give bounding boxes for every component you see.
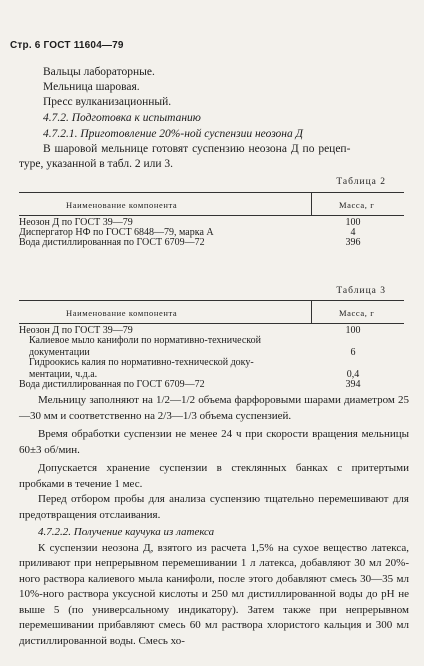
intro-line: туре, указанной в табл. 2 или 3. [19, 158, 174, 170]
component-name: Гидроокись калия по нормативно-технической доку- ментации, ч.д.а. [29, 357, 254, 380]
component-name: Вода дистиллированная по ГОСТ 6709—72 [19, 379, 205, 390]
component-mass: 100 [345, 217, 361, 228]
table-rule [19, 323, 404, 324]
component-mass: 396 [345, 237, 361, 248]
table-3-col-mass: Масса, г [339, 308, 375, 318]
component-mass: 6 [350, 347, 356, 358]
component-name: Неозон Д по ГОСТ 39—79 [19, 325, 133, 336]
section-heading: 4.7.2. Подготовка к испытанию [43, 112, 201, 124]
table-rule [19, 215, 404, 216]
table-3-col-name: Наименование компонента [66, 308, 178, 318]
component-mass: 0,4 [346, 369, 360, 380]
equipment-item: Мельница шаровая. [43, 81, 140, 93]
component-mass: 100 [345, 325, 361, 336]
intro-line: В шаровой мельнице готовят суспензию неозона Д по рецеп- [43, 143, 351, 155]
section-heading: 4.7.2.1. Приготовление 20%-ной суспензии неозона Д [43, 128, 303, 140]
component-name: Вода дистиллированная по ГОСТ 6709—72 [19, 237, 205, 248]
equipment-item: Вальцы лабораторные. [43, 66, 155, 78]
component-mass: 4 [350, 227, 356, 238]
page-header: Стр. 6 ГОСТ 11604—79 [10, 40, 124, 51]
paragraph: Перед отбором пробы для анализа суспензию тщательно перемешивают для предотвращения отслаивания. [19, 493, 409, 521]
table-rule [19, 300, 404, 301]
equipment-item: Пресс вулканизационный. [43, 96, 172, 108]
table-2-col-mass: Масса, г [339, 200, 375, 210]
section-heading: 4.7.2.2. Получение каучука из латекса [38, 526, 215, 538]
table-divider [311, 192, 312, 215]
paragraph: Допускается хранение суспензии в стеклянных банках с притертыми пробками в течение 1 мес. [19, 462, 409, 490]
paragraph: Мельницу заполняют на 1/2—1/2 объема фарфоровыми шарами диаметром 25—30 мм и соответственно на 2/3—1/3 объема суспензией. [19, 394, 409, 422]
component-name: Калиевое мыло канифоли по нормативно-технической документации [29, 335, 261, 358]
body-text [19, 393, 409, 649]
table-rule [19, 192, 404, 193]
paragraph: Время обработки суспензии не менее 24 ч при скорости вращения мельницы 60±3 об/мин. [19, 428, 409, 456]
component-mass: 394 [345, 379, 361, 390]
component-name: Неозон Д по ГОСТ 39—79 [19, 217, 133, 228]
table-2-col-name: Наименование компонента [66, 200, 178, 210]
component-name: Диспергатор НФ по ГОСТ 6848—79, марка А [19, 227, 214, 238]
table-3 [19, 300, 404, 390]
table-divider [311, 300, 312, 323]
table-2-caption: Таблица 2 [336, 177, 386, 187]
table-3-caption: Таблица 3 [336, 286, 386, 296]
table-2 [19, 192, 404, 248]
paragraph: К суспензии неозона Д, взятого из расчета 1,5% на сухое вещество латекса, приливают при непрерывном перемешивании 1 л латекса, добавляют 30 мл 20%-ного раствора калиевого мыла канифоли, после этого добавляют смесь 30—35 мл 10%-ного раствора уксусной кислоты и 250 мл дистиллированной воды до pH не выше 5 (по универсальному индикатору). Затем также при непрерывном перемешивании прибавляют смесь 60 мл раствора хлористого кальция и 300 мл дистиллированной воды. Смесь хо- [19, 541, 409, 647]
